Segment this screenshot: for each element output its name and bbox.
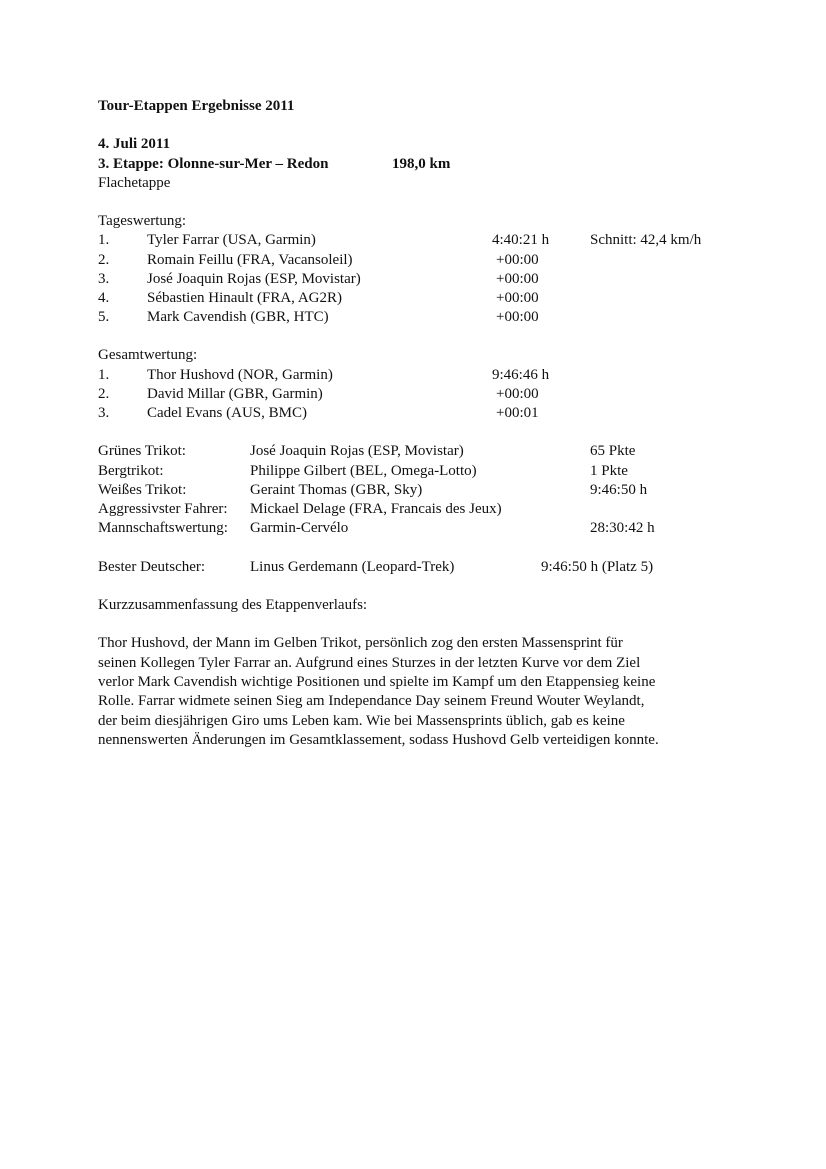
position: 3. xyxy=(98,270,110,287)
trikot-label: Bergtrikot: xyxy=(98,462,164,479)
trikot-row xyxy=(98,481,738,500)
stage-date: 4. Juli 2011 xyxy=(98,136,171,153)
summary-line: Thor Hushovd, der Mann im Gelben Trikot, persönlich zog den ersten Massensprint für xyxy=(98,635,623,652)
average-speed: Schnitt: 42,4 km/h xyxy=(590,232,702,249)
trikot-holder: Geraint Thomas (GBR, Sky) xyxy=(250,481,423,498)
gesamtwertung-row xyxy=(98,404,738,423)
position: 1. xyxy=(98,366,110,383)
tageswertung-heading: Tageswertung: xyxy=(98,213,187,230)
stage-header xyxy=(98,155,738,174)
position: 3. xyxy=(98,405,110,421)
bester-deutscher-label: Bester Deutscher: xyxy=(98,558,206,575)
trikot-holder: Garmin-Cervélo xyxy=(250,520,349,537)
summary-line: nennenswerten Änderungen im Gesamtklassement, sodass Hushovd Gelb verteidigen konnte. xyxy=(98,732,659,749)
time: +00:00 xyxy=(496,385,539,402)
trikot-label: Aggressivster Fahrer: xyxy=(98,500,228,517)
time: +00:01 xyxy=(496,405,539,421)
summary-line: verlor Mark Cavendish wichtige Positionen und spielte im Kampf um den Etappensieg keine xyxy=(98,674,656,691)
trikot-holder: José Joaquin Rojas (ESP, Movistar) xyxy=(250,443,464,460)
document-page xyxy=(98,97,738,751)
document-title: Tour-Etappen Ergebnisse 2011 xyxy=(98,98,295,114)
trikot-label: Grünes Trikot: xyxy=(98,443,186,460)
trikot-label: Mannschaftswertung: xyxy=(98,520,228,537)
rider: Mark Cavendish (GBR, HTC) xyxy=(147,309,329,326)
stage-distance: 198,0 km xyxy=(392,155,451,172)
rider: José Joaquin Rojas (ESP, Movistar) xyxy=(147,270,361,287)
trikot-holder: Philippe Gilbert (BEL, Omega-Lotto) xyxy=(250,462,477,479)
tageswertung-row xyxy=(98,270,738,289)
tageswertung-row xyxy=(98,231,738,250)
bester-deutscher-row xyxy=(98,558,738,577)
trikot-row xyxy=(98,500,738,519)
rider: Sébastien Hinault (FRA, AG2R) xyxy=(147,289,342,306)
time: 9:46:46 h xyxy=(492,366,550,383)
time: +00:00 xyxy=(496,270,539,287)
position: 2. xyxy=(98,385,110,402)
trikot-row xyxy=(98,462,738,481)
position: 1. xyxy=(98,232,110,249)
trikot-row xyxy=(98,442,738,461)
position: 5. xyxy=(98,309,110,326)
rider: Thor Hushovd (NOR, Garmin) xyxy=(147,366,333,383)
stage-name: 3. Etappe: Olonne-sur-Mer – Redon xyxy=(98,155,329,172)
tageswertung-row xyxy=(98,289,738,308)
summary-heading: Kurzzusammenfassung des Etappenverlaufs: xyxy=(98,596,368,613)
tageswertung-row xyxy=(98,308,738,327)
position: 4. xyxy=(98,289,110,306)
time: +00:00 xyxy=(496,309,539,326)
bester-deutscher-value: 9:46:50 h (Platz 5) xyxy=(541,558,654,575)
rider: Tyler Farrar (USA, Garmin) xyxy=(147,232,316,249)
trikot-value: 1 Pkte xyxy=(590,462,628,479)
time: +00:00 xyxy=(496,289,539,306)
trikot-holder: Mickael Delage (FRA, Francais des Jeux) xyxy=(250,500,502,517)
trikot-value: 9:46:50 h xyxy=(590,481,648,498)
trikot-value: 28:30:42 h xyxy=(590,520,655,537)
rider: David Millar (GBR, Garmin) xyxy=(147,385,323,402)
gesamtwertung-row xyxy=(98,366,738,385)
summary-line: Rolle. Farrar widmete seinen Sieg am Independance Day seinem Freund Wouter Weylandt, xyxy=(98,693,645,710)
time: +00:00 xyxy=(496,251,539,268)
gesamtwertung-row xyxy=(98,385,738,404)
rider: Cadel Evans (AUS, BMC) xyxy=(147,405,307,421)
trikot-value: 65 Pkte xyxy=(590,443,636,460)
bester-deutscher-rider: Linus Gerdemann (Leopard-Trek) xyxy=(250,558,455,575)
position: 2. xyxy=(98,251,110,268)
tageswertung-row xyxy=(98,251,738,270)
trikot-row xyxy=(98,519,738,538)
stage-type: Flachetappe xyxy=(98,174,171,191)
rider: Romain Feillu (FRA, Vacansoleil) xyxy=(147,251,353,268)
summary-line: der beim diesjährigen Giro ums Leben kam. Wie bei Massensprints üblich, gab es keine xyxy=(98,712,625,729)
summary-line: seinen Kollegen Tyler Farrar an. Aufgrund eines Sturzes in der letzten Kurve vor dem Ziel xyxy=(98,654,641,671)
summary-paragraph xyxy=(98,634,733,750)
trikot-label: Weißes Trikot: xyxy=(98,481,187,498)
gesamtwertung-heading: Gesamtwertung: xyxy=(98,347,198,364)
time: 4:40:21 h xyxy=(492,232,550,249)
